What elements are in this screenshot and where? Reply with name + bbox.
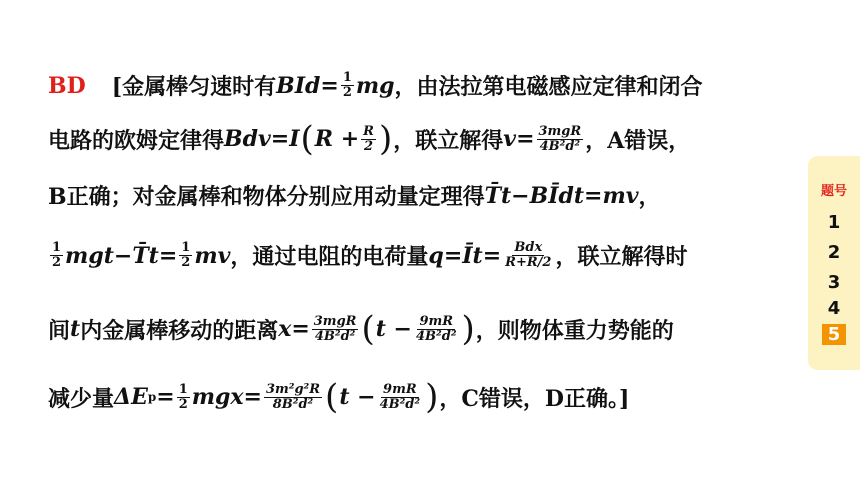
math: v [503, 126, 517, 152]
fraction: $\frac{1}{2}$ [52, 240, 62, 270]
question-number-panel [808, 156, 860, 370]
text: 电路的欧姆定律得 [48, 127, 225, 154]
answer-label: BD [48, 72, 86, 99]
fraction: $\frac{1}{2}$ [178, 381, 188, 412]
math: BĪdt [529, 182, 585, 209]
math: t − [375, 316, 412, 342]
solution-line-2 [48, 119, 691, 159]
fraction: $\frac{\text{3m²g²R}}{\text{8B²d²}}$ [265, 381, 321, 412]
equals: = [482, 242, 502, 269]
math: T̄t [484, 182, 512, 209]
solution-line-5 [48, 309, 674, 349]
text: 减少量 [48, 385, 115, 412]
equals: = [443, 242, 463, 269]
solution-line-4 [48, 240, 687, 271]
math: R + [314, 126, 360, 152]
math: Bdv [224, 126, 271, 152]
fraction: $\frac{\text{3mgR}}{\text{4B²d²}}$ [313, 313, 357, 344]
fraction: $\frac{\text{Bdx}}{R+R/2}$ [505, 240, 552, 270]
equals: = [270, 126, 290, 152]
text: 内金属棒移动的距离 [80, 317, 279, 344]
text: ，通过电阻的电荷量 [230, 244, 429, 270]
text: B正确；对金属棒和物体分别应用动量定理得 [48, 184, 485, 210]
solution-line-1 [48, 70, 703, 101]
equals: = [584, 182, 603, 209]
math: mgx [191, 384, 244, 410]
equals: = [516, 126, 535, 152]
math: q [428, 242, 444, 269]
question-number-4[interactable]: 4 [827, 298, 841, 319]
text: 间 [48, 317, 71, 344]
fraction: $\frac{1}{2}$ [181, 240, 191, 270]
math: t − [339, 384, 376, 410]
minus: − [511, 182, 530, 209]
text: [金属棒匀速时有 [111, 74, 277, 100]
paren-right: ) [425, 377, 439, 417]
equals: = [291, 316, 310, 342]
fraction: $\frac{9mR}{\text{4B²d²}}$ [416, 313, 457, 344]
text: ，由法拉第电磁感应定律和闭合 [394, 74, 703, 100]
text: ，则物体重力势能的 [475, 317, 674, 344]
equals: = [320, 72, 339, 99]
text: ，联立解得 [393, 127, 504, 154]
solution-line-6 [48, 377, 630, 417]
fraction: $\frac{9mR}{\text{4B²d²}}$ [379, 381, 421, 412]
minus: − [113, 242, 133, 269]
math: x [278, 316, 292, 342]
math: I [289, 126, 300, 152]
text: ，联立解得时 [555, 244, 688, 270]
fraction: $\frac{R}{2}$ [363, 123, 374, 154]
math: BId [276, 72, 321, 99]
paren-right: ) [461, 309, 475, 349]
paren-left: ( [325, 377, 339, 417]
math: mgt [65, 242, 114, 269]
text: ，A错误， [585, 127, 691, 154]
equals: = [243, 384, 262, 410]
question-number-1[interactable]: 1 [827, 212, 841, 233]
paren-left: ( [300, 119, 314, 159]
fraction: $\frac{\text{3mgR}}{\text{4B²d²}}$ [538, 123, 582, 154]
math: ΔE [114, 384, 148, 410]
math: mv [602, 182, 639, 209]
question-number-title: 题号 [820, 184, 847, 199]
math: mg [355, 72, 395, 99]
equals: = [156, 384, 175, 410]
math: Īt [462, 242, 483, 269]
subscript: p [147, 390, 157, 404]
math: mv [194, 242, 231, 269]
text: ，C错误，D正确。] [439, 385, 630, 412]
math: T̄t [132, 242, 159, 269]
paren-right: ) [378, 119, 393, 159]
question-number-2[interactable]: 2 [827, 242, 841, 263]
question-number-5[interactable]: 5 [808, 324, 860, 345]
solution-line-3 [48, 180, 661, 211]
question-number-3[interactable]: 3 [827, 272, 841, 293]
fraction: $\frac{1}{2}$ [342, 70, 352, 100]
equals: = [158, 242, 178, 269]
text: ， [638, 184, 661, 210]
math: t [70, 316, 81, 342]
paren-left: ( [361, 309, 375, 349]
